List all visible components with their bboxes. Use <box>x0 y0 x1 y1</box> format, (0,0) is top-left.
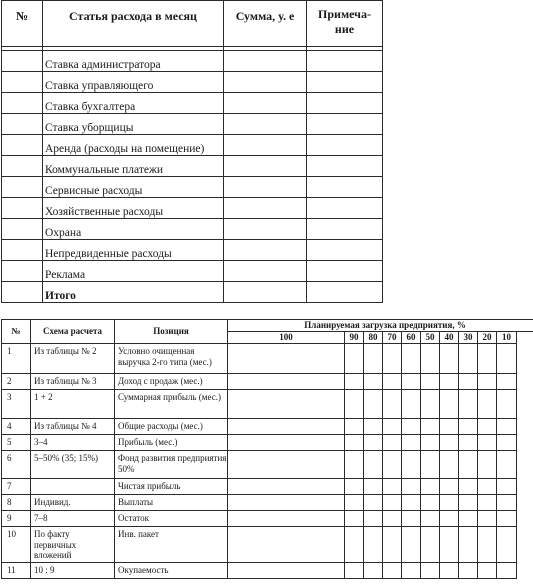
value-cell-100 <box>228 511 345 527</box>
note-cell <box>307 198 383 219</box>
note-cell <box>307 282 383 303</box>
position-cell: Остаток <box>115 511 228 527</box>
table-row <box>2 390 533 419</box>
value-cell-80 <box>364 419 383 435</box>
value-cell-40 <box>440 511 459 527</box>
scheme-cell: 3–4 <box>31 435 115 451</box>
value-cell-20 <box>478 435 497 451</box>
value-cell-20 <box>478 527 497 563</box>
position-cell: Суммарная прибыль (мес.) <box>115 390 228 419</box>
scheme-cell: Из таблицы № 2 <box>31 344 115 374</box>
value-cell-100 <box>228 451 345 479</box>
load-table <box>1 319 533 579</box>
expense-item: Реклама <box>43 261 224 282</box>
row-num: 10 <box>2 527 31 563</box>
expense-item: Ставка администратора <box>43 51 224 72</box>
row-num <box>2 177 43 198</box>
value-cell-40 <box>440 374 459 390</box>
value-cell-60 <box>402 527 421 563</box>
expense-item: Ставка уборщицы <box>43 114 224 135</box>
value-cell-10 <box>497 451 517 479</box>
value-cell-60 <box>402 419 421 435</box>
value-cell-50 <box>421 435 440 451</box>
scheme-cell: 5–50% (35; 15%) <box>31 451 115 479</box>
value-cell-60 <box>402 495 421 511</box>
value-cell-70 <box>383 390 402 419</box>
value-cell-70 <box>383 451 402 479</box>
scheme-cell <box>31 479 115 495</box>
expense-item: Ставка управляющего <box>43 72 224 93</box>
row-num: 1 <box>2 344 31 374</box>
value-cell-20 <box>478 419 497 435</box>
row-num <box>2 72 43 93</box>
table-row <box>2 511 533 527</box>
position-cell: Прибыль (мес.) <box>115 435 228 451</box>
value-cell-40 <box>440 562 459 578</box>
note-cell <box>307 240 383 261</box>
value-cell-100 <box>228 390 345 419</box>
header-num: № <box>2 1 43 47</box>
value-cell-50 <box>421 527 440 563</box>
header-note-label: Примеча- ние <box>318 7 371 36</box>
row-num: 3 <box>2 390 31 419</box>
value-cell-30 <box>459 390 478 419</box>
percent-col-100: 100 <box>228 332 345 344</box>
value-cell-70 <box>383 495 402 511</box>
value-cell-70 <box>383 419 402 435</box>
row-num: 7 <box>2 479 31 495</box>
value-cell-10 <box>497 344 517 374</box>
total-label: Итого <box>43 282 224 303</box>
expense-item: Непредвиденные расходы <box>43 240 224 261</box>
value-cell-30 <box>459 527 478 563</box>
expense-item: Аренда (расходы на помещение) <box>43 135 224 156</box>
value-cell-90 <box>345 479 364 495</box>
table-row <box>2 344 533 374</box>
table-row <box>2 198 383 219</box>
row-num: 2 <box>2 374 31 390</box>
table-row <box>2 374 533 390</box>
value-cell-70 <box>383 527 402 563</box>
value-cell-40 <box>440 451 459 479</box>
amount-cell <box>224 198 307 219</box>
value-cell-20 <box>478 451 497 479</box>
value-cell-50 <box>421 344 440 374</box>
value-cell-70 <box>383 344 402 374</box>
position-cell: Инв. пакет <box>115 527 228 563</box>
value-cell-60 <box>402 374 421 390</box>
value-cell-90 <box>345 511 364 527</box>
value-cell-80 <box>364 344 383 374</box>
percent-col-40: 40 <box>440 332 459 344</box>
row-num: 5 <box>2 435 31 451</box>
percent-col-90: 90 <box>345 332 364 344</box>
value-cell-100 <box>228 419 345 435</box>
table-row <box>2 451 533 479</box>
value-cell-10 <box>497 374 517 390</box>
value-cell-50 <box>421 390 440 419</box>
expense-table <box>1 0 383 303</box>
value-cell-70 <box>383 562 402 578</box>
value-cell-40 <box>440 527 459 563</box>
value-cell-20 <box>478 562 497 578</box>
value-cell-60 <box>402 435 421 451</box>
value-cell-40 <box>440 344 459 374</box>
scheme-cell: 7–8 <box>31 511 115 527</box>
value-cell-90 <box>345 495 364 511</box>
value-cell-50 <box>421 495 440 511</box>
value-cell-30 <box>459 511 478 527</box>
note-cell <box>307 219 383 240</box>
table-row <box>2 527 533 563</box>
value-cell-100 <box>228 527 345 563</box>
value-cell-20 <box>478 374 497 390</box>
value-cell-100 <box>228 344 345 374</box>
header-position: Позиция <box>115 320 228 344</box>
position-cell: Условно очищенная выручка 2-го типа (мес.) <box>115 344 228 374</box>
value-cell-30 <box>459 374 478 390</box>
position-cell: Чистая прибыль <box>115 479 228 495</box>
value-cell-70 <box>383 374 402 390</box>
value-cell-30 <box>459 435 478 451</box>
table-row <box>2 114 383 135</box>
value-cell-90 <box>345 435 364 451</box>
value-cell-70 <box>383 479 402 495</box>
expense-item: Ставка бухгалтера <box>43 93 224 114</box>
value-cell-30 <box>459 451 478 479</box>
value-cell-20 <box>478 511 497 527</box>
table-row <box>2 135 383 156</box>
note-cell <box>307 51 383 72</box>
table-row <box>2 261 383 282</box>
row-num: 8 <box>2 495 31 511</box>
amount-cell <box>224 177 307 198</box>
header-expense-item: Статья расхода в месяц <box>43 1 224 47</box>
row-num <box>2 114 43 135</box>
value-cell-10 <box>497 419 517 435</box>
table-row <box>2 435 533 451</box>
amount-cell <box>224 72 307 93</box>
table-row <box>2 51 383 72</box>
row-num: 6 <box>2 451 31 479</box>
row-num <box>2 93 43 114</box>
value-cell-10 <box>497 562 517 578</box>
value-cell-60 <box>402 562 421 578</box>
table-row <box>2 495 533 511</box>
amount-cell <box>224 261 307 282</box>
value-cell-90 <box>345 390 364 419</box>
value-cell-10 <box>497 390 517 419</box>
scheme-cell: Из таблицы № 3 <box>31 374 115 390</box>
value-cell-80 <box>364 527 383 563</box>
row-num: 9 <box>2 511 31 527</box>
value-cell-80 <box>364 479 383 495</box>
value-cell-30 <box>459 479 478 495</box>
header-num: № <box>2 320 31 344</box>
header-amount: Сумма, у. е <box>224 1 307 47</box>
row-num <box>2 51 43 72</box>
position-cell: Общие расходы (мес.) <box>115 419 228 435</box>
value-cell-50 <box>421 451 440 479</box>
value-cell-40 <box>440 495 459 511</box>
value-cell-50 <box>421 511 440 527</box>
value-cell-80 <box>364 495 383 511</box>
scheme-cell: Из таблицы № 4 <box>31 419 115 435</box>
position-cell: Фонд развития предприятия 50% <box>115 451 228 479</box>
table-row <box>2 72 383 93</box>
header-planned-load: Планируемая загрузка предприятия, % <box>228 320 533 332</box>
value-cell-40 <box>440 419 459 435</box>
value-cell-70 <box>383 511 402 527</box>
value-cell-20 <box>478 390 497 419</box>
table-row <box>2 93 383 114</box>
value-cell-10 <box>497 527 517 563</box>
value-cell-90 <box>345 419 364 435</box>
value-cell-80 <box>364 451 383 479</box>
value-cell-80 <box>364 435 383 451</box>
percent-col-10: 10 <box>497 332 517 344</box>
value-cell-40 <box>440 479 459 495</box>
row-num <box>2 156 43 177</box>
value-cell-90 <box>345 527 364 563</box>
value-cell-20 <box>478 344 497 374</box>
value-cell-60 <box>402 479 421 495</box>
row-num: 4 <box>2 419 31 435</box>
expense-item: Коммунальные платежи <box>43 156 224 177</box>
table-row <box>2 479 533 495</box>
row-num: 11 <box>2 562 31 578</box>
value-cell-100 <box>228 374 345 390</box>
position-cell: Выплаты <box>115 495 228 511</box>
note-cell <box>307 114 383 135</box>
row-num <box>2 219 43 240</box>
expense-item: Охрана <box>43 219 224 240</box>
value-cell-60 <box>402 344 421 374</box>
position-cell: Окупаемость <box>115 562 228 578</box>
position-cell: Доход с продаж (мес.) <box>115 374 228 390</box>
expense-item: Хозяйственные расходы <box>43 198 224 219</box>
value-cell-100 <box>228 435 345 451</box>
header-scheme: Схема расчета <box>31 320 115 344</box>
amount-cell <box>224 219 307 240</box>
value-cell-30 <box>459 344 478 374</box>
amount-cell <box>224 282 307 303</box>
amount-cell <box>224 135 307 156</box>
value-cell-10 <box>497 511 517 527</box>
value-cell-30 <box>459 495 478 511</box>
value-cell-10 <box>497 479 517 495</box>
value-cell-10 <box>497 495 517 511</box>
header-note <box>307 1 383 47</box>
note-cell <box>307 177 383 198</box>
value-cell-50 <box>421 479 440 495</box>
value-cell-50 <box>421 374 440 390</box>
table-row <box>2 156 383 177</box>
note-cell <box>307 93 383 114</box>
percent-col-20: 20 <box>478 332 497 344</box>
value-cell-50 <box>421 562 440 578</box>
percent-col-60: 60 <box>402 332 421 344</box>
row-num <box>2 240 43 261</box>
value-cell-90 <box>345 344 364 374</box>
value-cell-80 <box>364 562 383 578</box>
amount-cell <box>224 240 307 261</box>
amount-cell <box>224 51 307 72</box>
amount-cell <box>224 114 307 135</box>
value-cell-60 <box>402 511 421 527</box>
amount-cell <box>224 156 307 177</box>
value-cell-70 <box>383 435 402 451</box>
scheme-cell: 1 + 2 <box>31 390 115 419</box>
amount-cell <box>224 93 307 114</box>
table-row <box>2 177 383 198</box>
value-cell-80 <box>364 390 383 419</box>
value-cell-30 <box>459 419 478 435</box>
value-cell-100 <box>228 479 345 495</box>
value-cell-80 <box>364 511 383 527</box>
value-cell-10 <box>497 435 517 451</box>
value-cell-30 <box>459 562 478 578</box>
table-row <box>2 419 533 435</box>
row-num <box>2 261 43 282</box>
note-cell <box>307 72 383 93</box>
percent-col-70: 70 <box>383 332 402 344</box>
percent-col-50: 50 <box>421 332 440 344</box>
table-row <box>2 240 383 261</box>
note-cell <box>307 135 383 156</box>
row-num <box>2 135 43 156</box>
value-cell-40 <box>440 435 459 451</box>
value-cell-90 <box>345 374 364 390</box>
percent-col-80: 80 <box>364 332 383 344</box>
scheme-cell: 10 : 9 <box>31 562 115 578</box>
row-num <box>2 282 43 303</box>
scheme-cell: Индивид. <box>31 495 115 511</box>
value-cell-100 <box>228 562 345 578</box>
percent-col-30: 30 <box>459 332 478 344</box>
value-cell-90 <box>345 562 364 578</box>
expense-item: Сервисные расходы <box>43 177 224 198</box>
note-cell <box>307 261 383 282</box>
value-cell-40 <box>440 390 459 419</box>
note-cell <box>307 156 383 177</box>
value-cell-80 <box>364 374 383 390</box>
value-cell-50 <box>421 419 440 435</box>
table-row <box>2 219 383 240</box>
value-cell-60 <box>402 390 421 419</box>
value-cell-20 <box>478 479 497 495</box>
value-cell-100 <box>228 495 345 511</box>
total-row <box>2 282 383 303</box>
value-cell-60 <box>402 451 421 479</box>
row-num <box>2 198 43 219</box>
scheme-cell: По факту первичных вложений <box>31 527 115 563</box>
value-cell-20 <box>478 495 497 511</box>
value-cell-90 <box>345 451 364 479</box>
table-row <box>2 562 533 578</box>
